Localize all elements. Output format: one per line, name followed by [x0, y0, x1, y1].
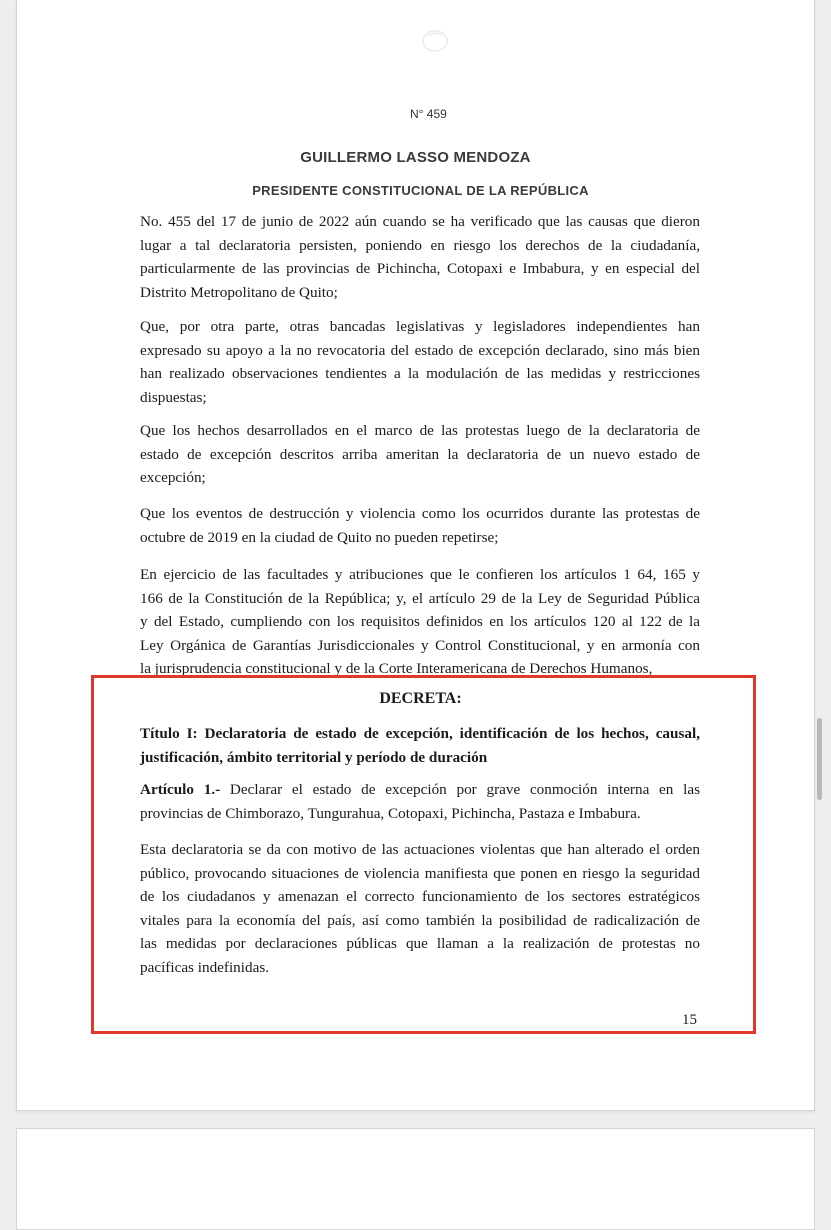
text-line: de los ciudadanos y amenazan el correcto funcionamiento de los sectores estratégicos: [140, 888, 700, 906]
text-line: público, provocando situaciones de violencia manifiesta que ponen en riesgo la seguridad: [140, 864, 700, 882]
text-line: octubre de 2019 en la ciudad de Quito no pueden repetirse;: [140, 528, 499, 546]
text-line: No. 455 del 17 de junio de 2022 aún cuando se ha verificado que las causas que dieron: [140, 213, 700, 230]
text-line: Que los eventos de destrucción y violencia como los ocurridos durante las protestas de: [140, 505, 700, 522]
articulo-1: [140, 778, 700, 825]
text-line: excepción;: [140, 469, 206, 487]
text-line: 166 de la Constitución de la República; y, el artículo 29 de la Ley de Seguridad Pública: [140, 589, 700, 607]
text-line: estado de excepción descritos arriba ameritan la declaratoria de un nuevo estado de: [140, 445, 700, 463]
text-line: la jurisprudencia constitucional y de la Corte Interamericana de Derechos Humanos,: [140, 660, 653, 678]
next-document-page: [16, 1128, 815, 1230]
text-line: lugar a tal declaratoria persisten, poniendo en riesgo los derechos de la ciudadanía,: [140, 236, 700, 254]
coat-of-arms-watermark-icon: [420, 28, 450, 54]
text-line: las medidas por declaraciones públicas que llaman a la realización de protestas no: [140, 935, 700, 953]
text-line: Ley Orgánica de Garantías Jurisdiccionales y Control Constitucional, y en armonía con: [140, 636, 700, 654]
titulo-heading: [140, 722, 700, 769]
text-line: Título I: Declaratoria de estado de excepción, identificación de los hechos, causal,: [140, 725, 700, 742]
author-name: GUILLERMO LASSO MENDOZA: [300, 149, 531, 166]
document-number: N° 459: [410, 107, 447, 121]
text-line: [140, 778, 700, 802]
text-line: justificación, ámbito territorial y período de duración: [140, 748, 488, 766]
articulo-label: Artículo 1.-: [140, 781, 221, 798]
paragraph-4: [140, 502, 700, 549]
decreta-heading: DECRETA:: [379, 690, 462, 707]
text-line: Distrito Metropolitano de Quito;: [140, 283, 338, 301]
text-line: Que, por otra parte, otras bancadas legislativas y legisladores independientes han: [140, 318, 700, 335]
text-line: pacíficas indefinidas.: [140, 958, 270, 976]
paragraph-2: [140, 315, 700, 409]
paragraph-5: [140, 563, 700, 681]
paragraph-final: [140, 838, 700, 980]
articulo-text: Declarar el estado de excepción por grave conmoción interna en las: [220, 781, 700, 798]
text-line: En ejercicio de las facultades y atribuciones que le confieren los artículos 1 64, 165 y: [140, 566, 700, 583]
text-line: expresado su apoyo a la no revocatoria del estado de excepción declarado, sino más bien: [140, 341, 700, 359]
scrollbar-thumb[interactable]: [817, 718, 822, 800]
text-line: Que los hechos desarrollados en el marco de las protestas luego de la declaratoria de: [140, 422, 700, 439]
text-line: dispuestas;: [140, 388, 207, 406]
paragraph-3: [140, 419, 700, 490]
text-line: provincias de Chimborazo, Tungurahua, Cotopaxi, Pichincha, Pastaza e Imbabura.: [140, 804, 641, 822]
text-line: particularmente de las provincias de Pichincha, Cotopaxi e Imbabura, y en especial del: [140, 260, 700, 278]
text-line: Esta declaratoria se da con motivo de las actuaciones violentas que han alterado el orden: [140, 841, 700, 858]
text-line: y del Estado, cumpliendo con los requisitos definidos en los artículos 120 al 122 de la: [140, 613, 700, 631]
text-line: vitales para la economía del país, así como también la posibilidad de radicalización de: [140, 911, 700, 929]
author-office: PRESIDENTE CONSTITUCIONAL DE LA REPÚBLICA: [252, 183, 589, 198]
text-line: han realizado observaciones tendientes a la modulación de las medidas y restricciones: [140, 365, 700, 383]
page-number: 15: [682, 1012, 697, 1028]
paragraph-1: [140, 210, 700, 304]
